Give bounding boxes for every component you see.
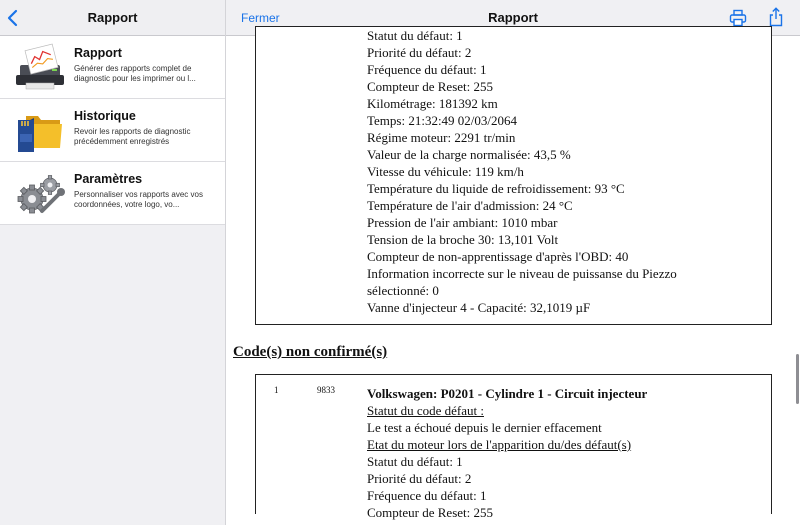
fault-box: [255, 26, 772, 325]
printer-icon[interactable]: [729, 9, 747, 27]
scrollbar[interactable]: [796, 354, 799, 404]
fault-detail-line: Kilométrage: 181392 km: [367, 96, 498, 111]
sidebar-item-historique[interactable]: [0, 99, 225, 162]
fault-detail-line: Fréquence du défaut: 1: [367, 62, 487, 77]
fault-detail-line: Température de l'air d'admission: 24 °C: [367, 198, 573, 213]
fault-box: [255, 374, 772, 520]
section-heading: Code(s) non confirmé(s): [233, 344, 388, 360]
fault-detail-line: Valeur de la charge normalisée: 43,5 %: [367, 147, 571, 162]
sidebar-item-rapport[interactable]: [0, 36, 225, 99]
sidebar-item-description: Personnaliser vos rapports avec vos coordonnées, votre logo, vo...: [74, 190, 203, 209]
fault-details: [367, 385, 647, 521]
fault-detail-line: Information incorrecte sur le niveau de puissanse du Piezzo: [367, 266, 677, 281]
fault-title: Volkswagen: P0201 - Cylindre 1 - Circuit injecteur: [367, 386, 648, 401]
sidebar-title: Rapport: [87, 10, 138, 25]
fault-detail-line: Vitesse du véhicule: 119 km/h: [367, 164, 524, 179]
fault-code-number: 9833: [317, 385, 335, 395]
fault-detail-line: Fréquence du défaut: 1: [367, 488, 487, 503]
gears-wrench-icon: [12, 171, 68, 217]
fault-status-text: Le test a échoué depuis le dernier effacement: [367, 420, 602, 435]
fault-detail-line: Statut du défaut: 1: [367, 28, 463, 43]
fault-detail-line: Régime moteur: 2291 tr/min: [367, 130, 516, 145]
fault-detail-line: Compteur de Reset: 255: [367, 79, 494, 94]
sidebar-item-description: Revoir les rapports de diagnostic précédemment enregistrés: [74, 127, 191, 146]
sidebar-item-title: Paramètres: [74, 172, 143, 186]
report-document[interactable]: [226, 28, 800, 525]
printer-report-icon: [12, 45, 68, 91]
report-viewer: [226, 0, 800, 525]
fault-detail-line: Compteur de Reset: 255: [367, 505, 494, 520]
fault-detail-line: Vanne d'injecteur 4 - Capacité: 32,1019 µF: [367, 300, 591, 315]
sidebar-item-title: Rapport: [74, 46, 122, 60]
page-title: Rapport: [488, 10, 538, 25]
fault-detail-line: Temps: 21:32:49 02/03/2064: [367, 113, 518, 128]
fault-detail-line: Tension de la broche 30: 13,101 Volt: [367, 232, 559, 247]
sidebar-item-title: Historique: [74, 109, 136, 123]
chevron-left-icon[interactable]: [5, 8, 21, 28]
close-button[interactable]: Fermer: [241, 11, 280, 25]
fault-detail-line: Statut du défaut: 1: [367, 454, 463, 469]
sidebar-header: [0, 0, 225, 36]
sidebar-menu: [0, 36, 225, 225]
fault-details: [367, 27, 677, 316]
fault-detail-line: Compteur de non-apprentissage d'après l'OBD: 40: [367, 249, 629, 264]
sidebar-item-description: Générer des rapports complet de diagnostic pour les imprimer ou l...: [74, 64, 196, 83]
engine-state-heading: Etat du moteur lors de l'apparition du/des défaut(s): [367, 437, 632, 452]
fault-detail-line: Priorité du défaut: 2: [367, 471, 472, 486]
fault-detail-line: Température du liquide de refroidissement: 93 °C: [367, 181, 625, 196]
fault-detail-line: Priorité du défaut: 2: [367, 45, 472, 60]
fault-index: 1: [274, 385, 279, 395]
fault-status-heading: Statut du code défaut :: [367, 403, 484, 418]
share-icon[interactable]: [768, 7, 784, 27]
sidebar: [0, 0, 226, 525]
fault-detail-line: Pression de l'air ambiant: 1010 mbar: [367, 215, 558, 230]
fault-detail-line: sélectionné: 0: [367, 283, 439, 298]
folder-sdcard-icon: [12, 108, 68, 154]
sidebar-item-parametres[interactable]: [0, 162, 225, 225]
